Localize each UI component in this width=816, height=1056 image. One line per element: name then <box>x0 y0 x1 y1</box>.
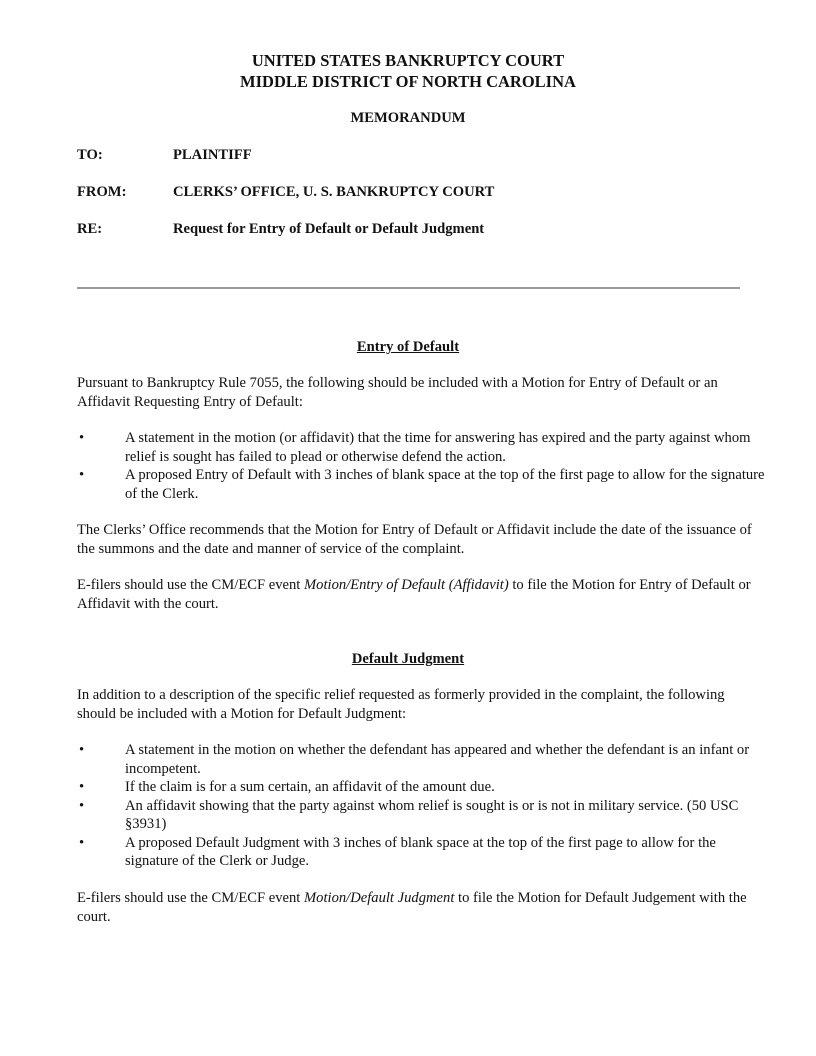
efile-text-post: to file the Motion for Entry of Default or Affidavit with the court. <box>77 577 751 612</box>
entry-of-default-recommendation: The Clerks’ Office recommends that the Motion for Entry of Default or Affidavit include the date of the issuance of the summons and the date and manner of service of the complaint. <box>77 522 752 557</box>
list-item-text: A statement in the motion (or affidavit) that the time for answering has expired and the party against whom relief is sought has failed to plead or otherwise defend the action. <box>125 430 751 465</box>
bullet-icon: • <box>79 797 85 814</box>
entry-of-default-intro: Pursuant to Bankruptcy Rule 7055, the following should be included with a Motion for Entry of Default or an Affidavit Requesting Entry of Default: <box>77 375 718 410</box>
header-divider <box>77 287 740 289</box>
default-judgment-intro: In addition to a description of the specific relief requested as formerly provided in the complaint, the following should be included with a Motion for Default Judgment: <box>77 687 725 722</box>
entry-of-default-efile <box>77 576 757 613</box>
re-label: RE: <box>77 221 103 237</box>
bullet-icon: • <box>79 779 85 795</box>
memo-title: MEMORANDUM <box>350 110 466 126</box>
list-item-text: If the claim is for a sum certain, an affidavit of the amount due. <box>125 779 495 795</box>
efile-text-pre: E-filers should use the CM/ECF event <box>77 890 304 906</box>
efile-text-post: to file the Motion for Default Judgement with the court. <box>77 890 747 925</box>
court-name: UNITED STATES BANKRUPTCY COURT <box>251 51 565 70</box>
bullet-icon: • <box>79 430 85 446</box>
entry-of-default-list <box>77 429 767 503</box>
default-judgment-heading: Default Judgment <box>351 651 465 667</box>
bullet-icon: • <box>79 834 85 851</box>
list-item <box>77 466 767 503</box>
default-judgment-efile <box>77 889 757 926</box>
court-district: MIDDLE DISTRICT OF NORTH CAROLINA <box>240 72 576 91</box>
entry-of-default-heading: Entry of Default <box>356 339 460 355</box>
list-item <box>77 797 767 834</box>
efile-text-pre: E-filers should use the CM/ECF event <box>77 577 304 593</box>
list-item-text: A proposed Default Judgment with 3 inches of blank space at the top of the first page to allow for the signature of the Clerk or Judge. <box>125 834 716 869</box>
efile-event-name: Motion/Default Judgment <box>304 890 455 906</box>
efile-event-name: Motion/Entry of Default (Affidavit) <box>304 577 509 593</box>
from-label: FROM: <box>77 184 127 200</box>
bullet-icon: • <box>79 467 85 483</box>
to-value: PLAINTIFF <box>173 147 252 163</box>
list-item <box>77 778 767 797</box>
re-value: Request for Entry of Default or Default Judgment <box>173 221 485 237</box>
list-item-text: An affidavit showing that the party against whom relief is sought is or is not in military service. (50 USC §3931) <box>125 797 739 832</box>
from-value: CLERKS’ OFFICE, U. S. BANKRUPTCY COURT <box>173 184 495 200</box>
list-item-text: A statement in the motion on whether the defendant has appeared and whether the defendant is an infant or incompetent. <box>125 742 750 777</box>
court-title <box>0 50 816 92</box>
bullet-icon: • <box>79 742 85 758</box>
default-judgment-list <box>77 741 767 871</box>
list-item <box>77 429 767 466</box>
list-item <box>77 834 767 871</box>
to-label: TO: <box>77 147 103 163</box>
list-item <box>77 741 767 778</box>
list-item-text: A proposed Entry of Default with 3 inches of blank space at the top of the first page to allow for the signature of the Clerk. <box>125 467 765 502</box>
